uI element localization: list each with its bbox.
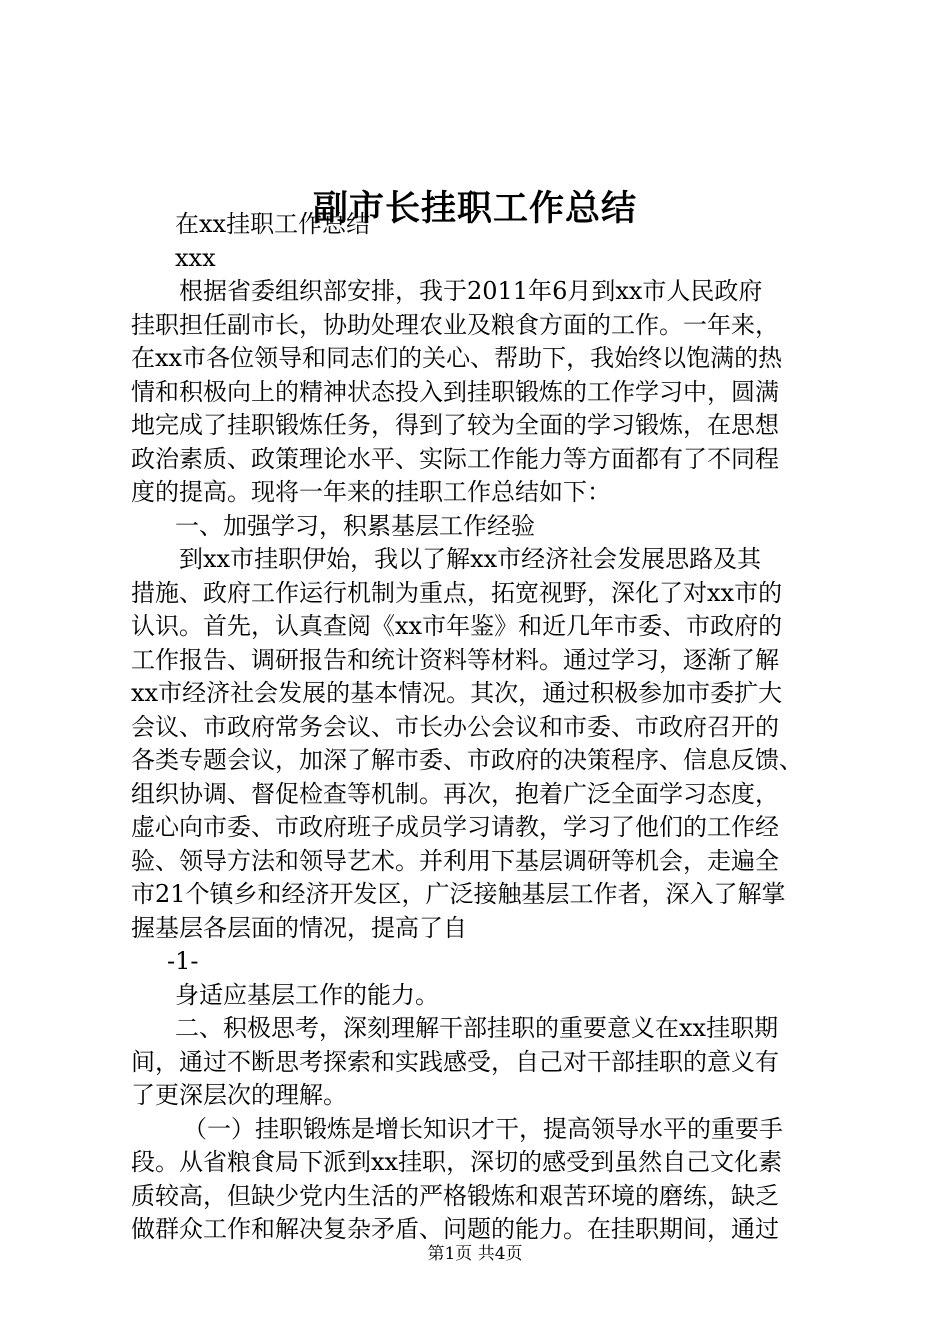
paragraph-line: 质较高，但缺少党内生活的严格锻炼和艰苦环境的磨练，缺乏 (131, 1181, 779, 1210)
section-heading: 二、积极思考，深刻理解干部挂职的重要意义在xx挂职期 (175, 1014, 779, 1042)
paragraph-line: 身适应基层工作的能力。 (175, 980, 439, 1009)
section-heading: 一、加强学习，积累基层工作经验 (175, 511, 535, 540)
paragraph-line: 了更深层次的理解。 (131, 1081, 347, 1109)
document-body (131, 208, 831, 1247)
paragraph-line: 挂职担任副市长，协助处理农业及粮食方面的工作。一年来， (131, 310, 779, 339)
paragraph-line: 根据省委组织部安排，我于2011年6月到xx市人民政府 (179, 277, 763, 305)
paragraph-line: 认识。首先，认真查阅《xx市年鉴》和近几年市委、市政府的 (131, 612, 783, 640)
subtitle-line: 在xx挂职工作总结 (175, 210, 371, 238)
author-line: xxx (175, 243, 216, 272)
paragraph-line: 地完成了挂职锻炼任务，得到了较为全面的学习锻炼，在思想 (131, 411, 779, 439)
paragraph-line: 工作报告、调研报告和统计资料等材料。通过学习，逐渐了解 (131, 645, 779, 674)
paragraph-line: 间，通过不断思考探索和实践感受，自己对干部挂职的意义有 (131, 1047, 779, 1076)
paragraph-line: 措施、政府工作运行机制为重点，拓宽视野，深化了对xx市的 (131, 578, 783, 607)
paragraph-line: 度的提高。现将一年来的挂职工作总结如下： (131, 478, 611, 506)
paragraph-line: 会议、市政府常务会议、市长办公会议和市委、市政府召开的 (131, 712, 779, 741)
paragraph-line: xx市经济社会发展的基本情况。其次，通过积极参加市委扩大 (131, 679, 783, 707)
paragraph-line: 市21个镇乡和经济开发区，广泛接触基层工作者，深入了解掌 (131, 880, 786, 908)
page-marker: -1- (167, 947, 199, 975)
document-title: 副市长挂职工作总结 (312, 188, 637, 229)
paragraph-line: 政治素质、政策理论水平、实际工作能力等方面都有了不同程 (131, 444, 779, 473)
paragraph-line: 虚心向市委、市政府班子成员学习请教，学习了他们的工作经 (131, 813, 779, 841)
paragraph-line: （一）挂职锻炼是增长知识才干，提高领导水平的重要手 (183, 1114, 783, 1143)
paragraph-line: 在xx市各位领导和同志们的关心、帮助下，我始终以饱满的热 (131, 344, 783, 372)
paragraph-line: 到xx市挂职伊始，我以了解xx市经济社会发展思路及其 (179, 545, 762, 573)
page-footer: 第1页 共4页 (427, 1244, 523, 1264)
paragraph-line: 做群众工作和解决复杂矛盾、问题的能力。在挂职期间，通过 (131, 1215, 779, 1243)
paragraph-line: 各类专题会议，加深了解市委、市政府的决策程序、信息反馈、 (131, 746, 803, 774)
paragraph-line: 握基层各层面的情况，提高了自 (131, 913, 467, 942)
paragraph-line: 情和积极向上的精神状态投入到挂职锻炼的工作学习中，圆满 (131, 377, 779, 406)
paragraph-line: 组织协调、督促检查等机制。再次，抱着广泛全面学习态度， (131, 779, 779, 808)
paragraph-line: 验、领导方法和领导艺术。并利用下基层调研等机会，走遍全 (131, 846, 779, 875)
paragraph-line: 段。从省粮食局下派到xx挂职，深切的感受到虽然自己文化素 (131, 1148, 783, 1176)
